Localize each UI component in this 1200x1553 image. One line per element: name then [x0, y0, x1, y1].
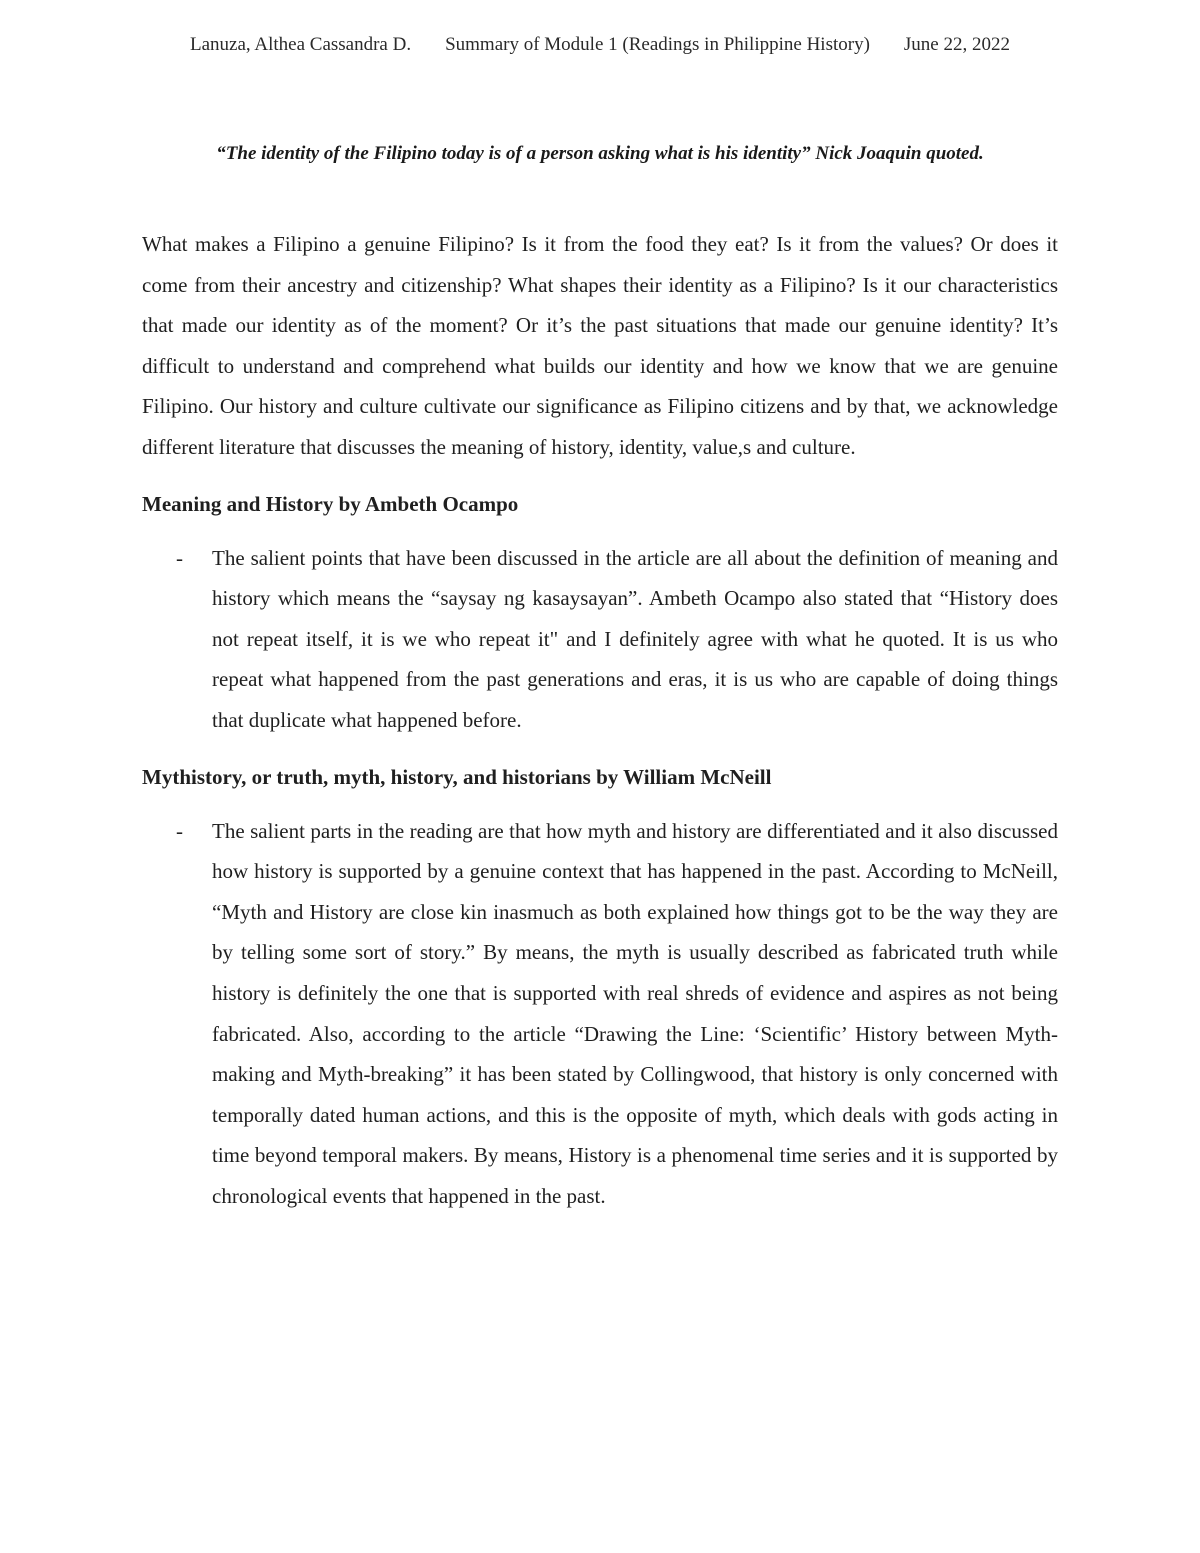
header-date: June 22, 2022: [903, 34, 1010, 55]
section-heading: Meaning and History by Ambeth Ocampo: [142, 491, 519, 516]
header-author: Lanuza, Althea Cassandra D.: [190, 34, 412, 55]
section-heading: Mythistory, or truth, myth, history, and historians by William McNeill: [142, 764, 772, 789]
header-title: Summary of Module 1 (Readings in Philippine History): [445, 34, 870, 55]
list-item: [142, 811, 1058, 1217]
opening-quote: “The identity of the Filipino today is of a person asking what is his identity” Nick Joaquin quoted.: [216, 143, 984, 164]
bullet-list: [142, 811, 1058, 1217]
dash-bullet: -: [176, 818, 183, 843]
document-body: [142, 224, 1058, 1216]
list-item: [142, 538, 1058, 741]
bullet-text: The salient points that have been discussed in the article are all about the definition of meaning and history which means the “saysay ng kasaysayan”. Ambeth Ocampo also stated that “History does not repeat itself, it is we who repeat it" and I definitely agree with what he quoted. It is us who repeat what happened from the past generations and eras, it is us who are capable of doing things that duplicate what happened before.: [212, 545, 1058, 732]
dash-bullet: -: [176, 545, 183, 570]
bullet-list: [142, 538, 1058, 741]
intro-paragraph: What makes a Filipino a genuine Filipino? Is it from the food they eat? Is it from the values? Or does it come from their ancestry and citizenship? What shapes their identity as a Filipino? Is it our characteristics that made our identity as of the moment? Or it’s the past situations that made our genuine identity? It’s difficult to understand and comprehend what builds our identity and how we know that we are genuine Filipino. Our history and culture cultivate our significance as Filipino citizens and by that, we acknowledge different literature that discusses the meaning of history, identity, value,s and culture.: [142, 232, 1058, 459]
section-meaning-and-history: [142, 484, 1058, 741]
page-header: [0, 34, 1200, 56]
bullet-text: The salient parts in the reading are that how myth and history are differentiated and it also discussed how history is supported by a genuine context that has happened in the past. According to McNeill, “Myth and History are close kin inasmuch as both explained how things got to be the way they are by telling some sort of story.” By means, the myth is usually described as fabricated truth while history is definitely the one that is supported with real shreds of evidence and aspires as not being fabricated. Also, according to the article “Drawing the Line: ‘Scientific’ History between Myth-making and Myth-breaking” it has been stated by Collingwood, that history is only concerned with temporally dated human actions, and this is the opposite of myth, which deals with gods acting in time beyond temporal makers. By means, History is a phenomenal time series and it is supported by chronological events that happened in the past.: [212, 818, 1058, 1208]
section-mythistory: [142, 757, 1058, 1217]
